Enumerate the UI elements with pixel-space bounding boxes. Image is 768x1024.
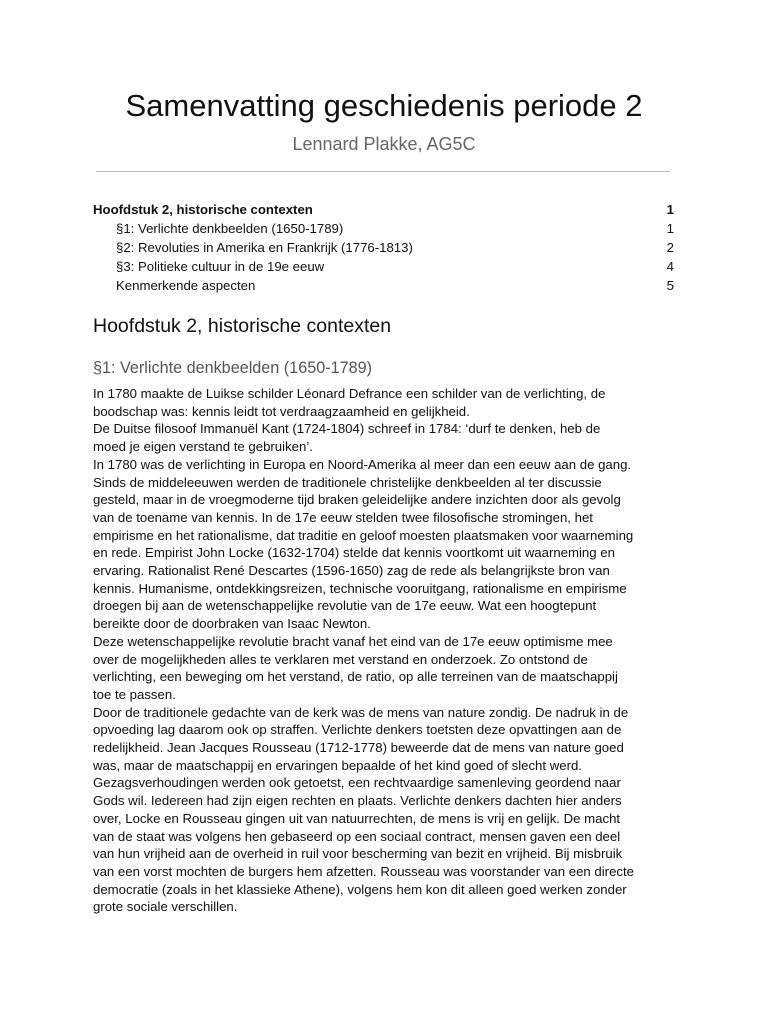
body-line: Sinds de middeleeuwen werden de traditionele christelijke denkbeelden al ter discussie (93, 474, 602, 490)
table-of-contents (93, 200, 674, 295)
body-line: van hun vrijheid aan de overheid in ruil voor bescherming van bezit en vrijheid. Bij misbruik (93, 846, 623, 862)
document-title: Samenvatting geschiedenis periode 2 (125, 88, 643, 123)
toc-entry-chapter-2[interactable] (93, 200, 674, 219)
toc-entry-page: 1 (666, 202, 674, 217)
body-line: van de staat was volgens hen gebaseerd op een sociaal contract, mensen gaven een deel (93, 828, 621, 844)
toc-entry-page: 2 (666, 240, 674, 255)
body-line: ervaring. Rationalist René Descartes (1596-1650) zag de rede als belangrijkste bron van (93, 563, 610, 579)
toc-entry-label: §2: Revoluties in Amerika en Frankrijk (1776-1813) (116, 240, 413, 255)
body-line: verlichting, een beweging om het verstand, de ratio, op alle terreinen van de maatschappij (93, 669, 618, 685)
body-line: opvoeding lag daarom ook op straffen. Verlichte denkers toetsten deze opvattingen aan de (93, 722, 622, 738)
body-line: Door de traditionele gedachte van de kerk was de mens van nature zondig. De nadruk in de (93, 704, 629, 720)
body-line: over de mogelijkheden alles te verklaren met verstand en onderzoek. Zo ontstond de (93, 651, 588, 667)
body-line: boodschap was: kennis leidt tot verdraagzaamheid en gelijkheid. (93, 403, 470, 419)
body-line: kennis. Humanisme, ontdekkingsreizen, technische vooruitgang, rationalisme en empirisme (93, 580, 627, 596)
section-heading: §1: Verlichte denkbeelden (1650-1789) (93, 359, 372, 377)
body-line: droegen bij aan de wetenschappelijke revolutie van de 17e eeuw. Wat een hoogtepunt (93, 598, 597, 614)
toc-entry-section-2[interactable] (93, 238, 674, 257)
body-line: Gezagsverhoudingen werden ook getoetst, een rechtvaardige samenleving geordend naar (93, 775, 621, 791)
toc-entry-page: 4 (666, 259, 674, 274)
body-line: moed je eigen verstand te gebruiken’. (93, 439, 313, 455)
toc-entry-label: Kenmerkende aspecten (116, 278, 256, 293)
document-subtitle: Lennard Plakke, AG5C (292, 134, 476, 154)
body-line: democratie (zoals in het klassieke Athene), volgens hem kon dit alleen goed werken zonder (93, 881, 627, 897)
body-line: In 1780 maakte de Luikse schilder Léonard Defrance een schilder van de verlichting, de (93, 386, 606, 401)
body-line: Gods wil. Iedereen had zijn eigen rechten en plaats. Verlichte denkers dachten hier anders (93, 793, 622, 809)
toc-entry-section-3[interactable] (93, 257, 674, 276)
body-line: van de toename van kennis. In de 17e eeuw stelden twee filosofische stromingen, het (93, 509, 593, 525)
body-line: grote sociale verschillen. (93, 899, 238, 915)
toc-entry-page: 5 (666, 278, 674, 293)
body-line: De Duitse filosoof Immanuël Kant (1724-1804) schreef in 1784: ‘durf te denken, heb de (93, 421, 601, 437)
chapter-heading: Hoofdstuk 2, historische contexten (93, 315, 392, 337)
body-line: redelijkheid. Jean Jacques Rousseau (1712-1778) beweerde dat de mens van nature goed (93, 740, 624, 756)
body-line: gesteld, maar in de vroegmoderne tijd braken geleidelijke andere inzichten door als gevolg (93, 492, 621, 508)
body-line: empirisme en het rationalisme, dat traditie en geloof moesten plaatsmaken voor waarneming (93, 527, 634, 543)
body-line: Deze wetenschappelijke revolutie bracht vanaf het eind van de 17e eeuw optimisme mee (93, 633, 613, 649)
body-line: over, Locke en Rousseau gingen uit van natuurrechten, de mens is vrij en gelijk. De macht (93, 810, 621, 826)
body-line: toe te passen. (93, 686, 176, 702)
toc-entry-kenmerkende-aspecten[interactable] (93, 276, 674, 295)
toc-entry-page: 1 (666, 221, 674, 236)
body-line: en rede. Empirist John Locke (1632-1704) stelde dat kennis voortkomt uit waarneming en (93, 545, 615, 561)
body-line: bereikte door de doorbraken van Isaac Newton. (93, 616, 371, 632)
body-line: van een vorst mochten de burgers hem afzetten. Rousseau was voorstander van een directe (93, 863, 634, 879)
body-line: In 1780 was de verlichting in Europa en Noord-Amerika al meer dan een eeuw aan de gang. (93, 456, 632, 472)
toc-entry-label: Hoofdstuk 2, historische contexten (93, 202, 313, 217)
body-text (93, 385, 683, 916)
toc-entry-label: §3: Politieke cultuur in de 19e eeuw (116, 259, 325, 274)
title-divider (96, 171, 670, 172)
toc-entry-label: §1: Verlichte denkbeelden (1650-1789) (116, 221, 344, 236)
toc-entry-section-1[interactable] (93, 219, 674, 238)
body-line: was, maar de maatschappij en ervaringen bepaalde of het kind goed of slecht werd. (93, 757, 582, 773)
